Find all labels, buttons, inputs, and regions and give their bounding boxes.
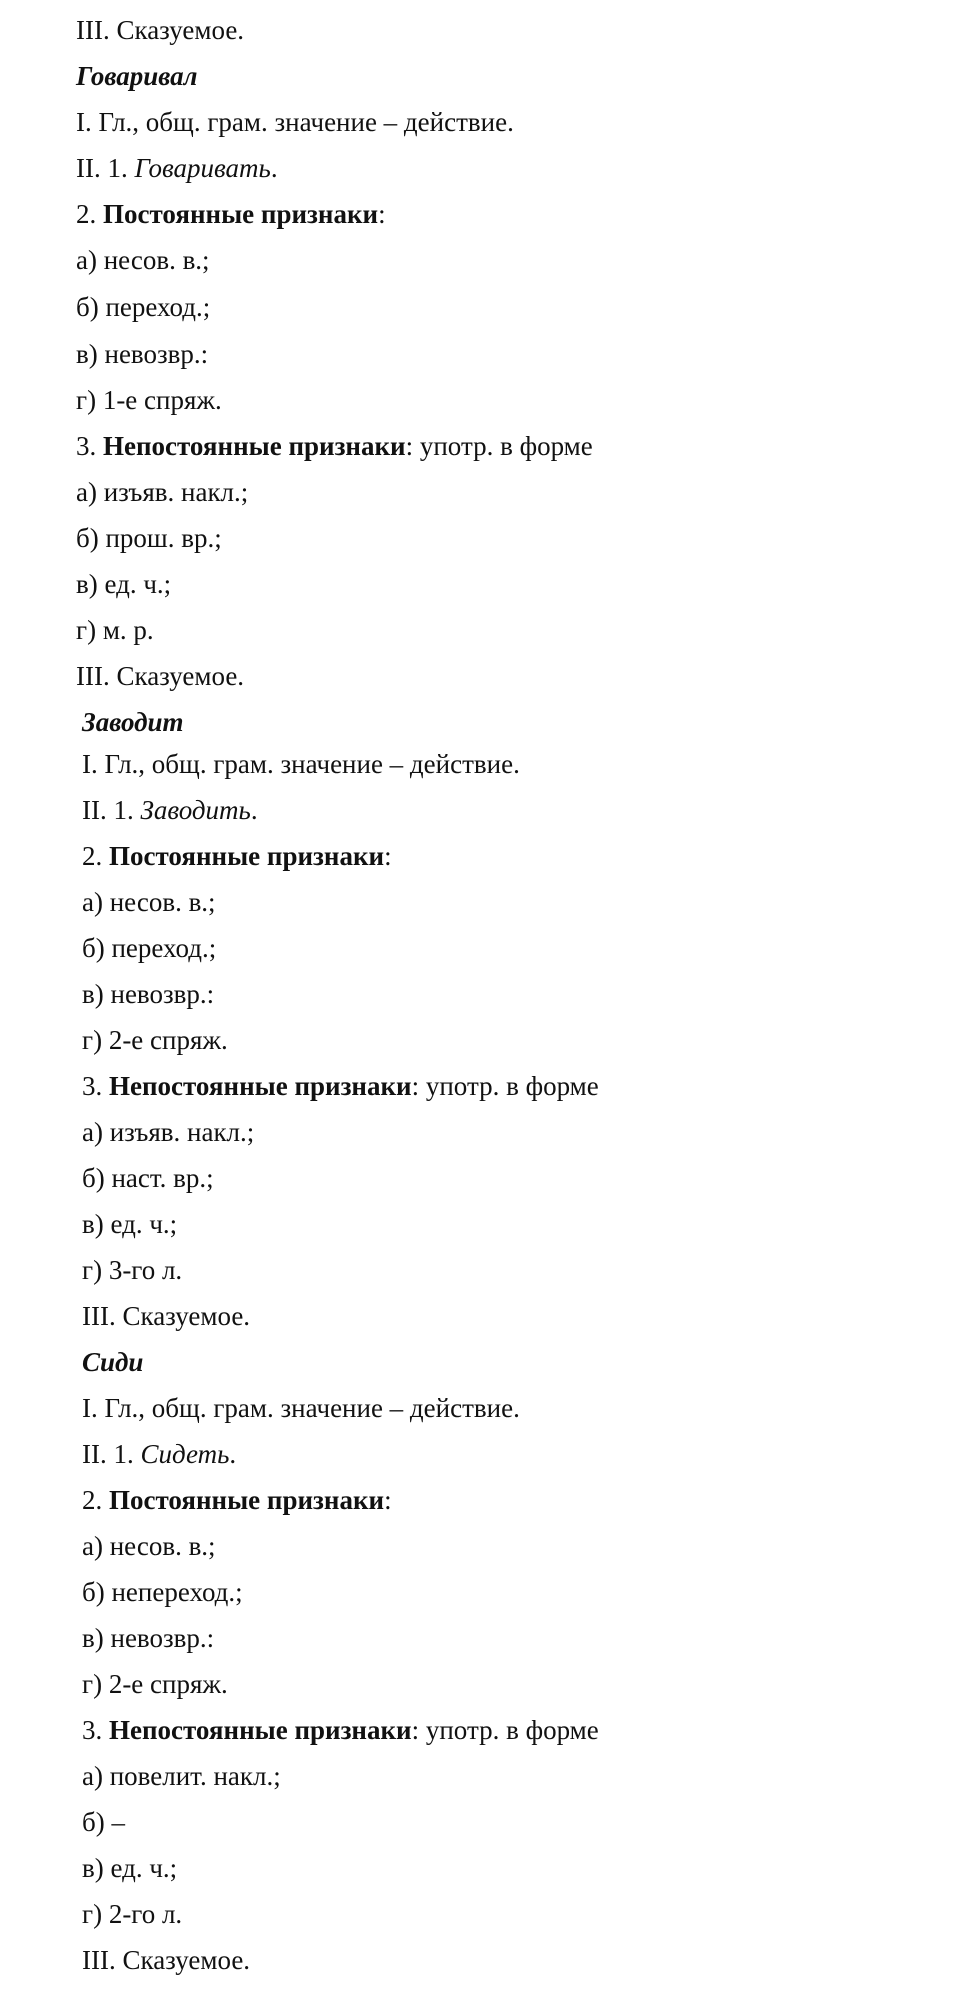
initial-form-word: Сидеть (140, 1439, 230, 1469)
line-prefix: 2. (76, 199, 103, 229)
analysis-line: в) невозвр.: (82, 979, 215, 1009)
features-label: Постоянные признаки (109, 1485, 385, 1515)
analysis-line: III. Сказуемое. (76, 15, 245, 45)
line-suffix: : употр. в форме (405, 431, 593, 461)
line-suffix: : (384, 841, 392, 871)
analysis-line: III. Сказуемое. (82, 1301, 251, 1331)
analysis-line: а) изъяв. накл.; (82, 1117, 255, 1147)
analysis-line: в) ед. ч.; (82, 1853, 178, 1883)
analysis-line: а) изъяв. накл.; (76, 477, 249, 507)
features-line (82, 1712, 599, 1748)
line-prefix: 2. (82, 1485, 109, 1515)
line-suffix: : употр. в форме (411, 1071, 599, 1101)
line-prefix: II. 1. (82, 795, 141, 825)
analysis-line: б) – (82, 1807, 125, 1837)
analysis-line: г) 3-го л. (82, 1255, 183, 1285)
analysis-line: а) повелит. накл.; (82, 1761, 281, 1791)
line-suffix: : употр. в форме (411, 1715, 599, 1745)
line-suffix: : (384, 1485, 392, 1515)
word-heading: Сиди (82, 1347, 144, 1377)
analysis-line: I. Гл., общ. грам. значение – действие. (82, 749, 520, 779)
features-line (82, 838, 392, 874)
features-label: Непостоянные признаки (109, 1071, 412, 1101)
line-suffix: . (229, 1439, 237, 1469)
features-line (82, 1482, 392, 1518)
word-heading: Говаривал (76, 61, 198, 91)
features-line (76, 428, 593, 464)
analysis-line: I. Гл., общ. грам. значение – действие. (82, 1393, 520, 1423)
initial-form-word: Говаривать (134, 153, 271, 183)
analysis-line: б) непереход.; (82, 1577, 243, 1607)
line-prefix: 2. (82, 841, 109, 871)
analysis-line: г) 2-е спряж. (82, 1669, 228, 1699)
analysis-line: в) ед. ч.; (82, 1209, 178, 1239)
analysis-line: в) ед. ч.; (76, 569, 172, 599)
analysis-line: г) 2-го л. (82, 1899, 183, 1929)
features-label: Непостоянные признаки (103, 431, 406, 461)
analysis-line: III. Сказуемое. (82, 1945, 251, 1975)
line-suffix: : (378, 199, 386, 229)
line-prefix: 3. (82, 1715, 109, 1745)
line-prefix: 3. (76, 431, 103, 461)
analysis-line: I. Гл., общ. грам. значение – действие. (76, 107, 514, 137)
analysis-line: б) наст. вр.; (82, 1163, 214, 1193)
features-label: Непостоянные признаки (109, 1715, 412, 1745)
features-label: Постоянные признаки (103, 199, 379, 229)
initial-form-line (82, 792, 258, 828)
line-suffix: . (250, 795, 258, 825)
features-line (82, 1068, 599, 1104)
analysis-line: а) несов. в.; (82, 887, 216, 917)
features-line (76, 196, 386, 232)
features-label: Постоянные признаки (109, 841, 385, 871)
analysis-line: б) переход.; (76, 292, 211, 322)
initial-form-word: Заводить (140, 795, 251, 825)
analysis-line: а) несов. в.; (76, 245, 210, 275)
line-suffix: . (270, 153, 278, 183)
analysis-line: г) м. р. (76, 615, 154, 645)
analysis-line: г) 2-е спряж. (82, 1025, 228, 1055)
word-heading: Заводит (82, 707, 184, 737)
initial-form-line (76, 150, 278, 186)
initial-form-line (82, 1436, 236, 1472)
line-prefix: II. 1. (82, 1439, 141, 1469)
analysis-line: в) невозвр.: (82, 1623, 215, 1653)
analysis-line: б) переход.; (82, 933, 217, 963)
line-prefix: II. 1. (76, 153, 135, 183)
line-prefix: 3. (82, 1071, 109, 1101)
analysis-line: б) прош. вр.; (76, 523, 222, 553)
analysis-line: III. Сказуемое. (76, 661, 245, 691)
analysis-line: в) невозвр.: (76, 339, 209, 369)
analysis-line: а) несов. в.; (82, 1531, 216, 1561)
analysis-line: г) 1-е спряж. (76, 385, 222, 415)
